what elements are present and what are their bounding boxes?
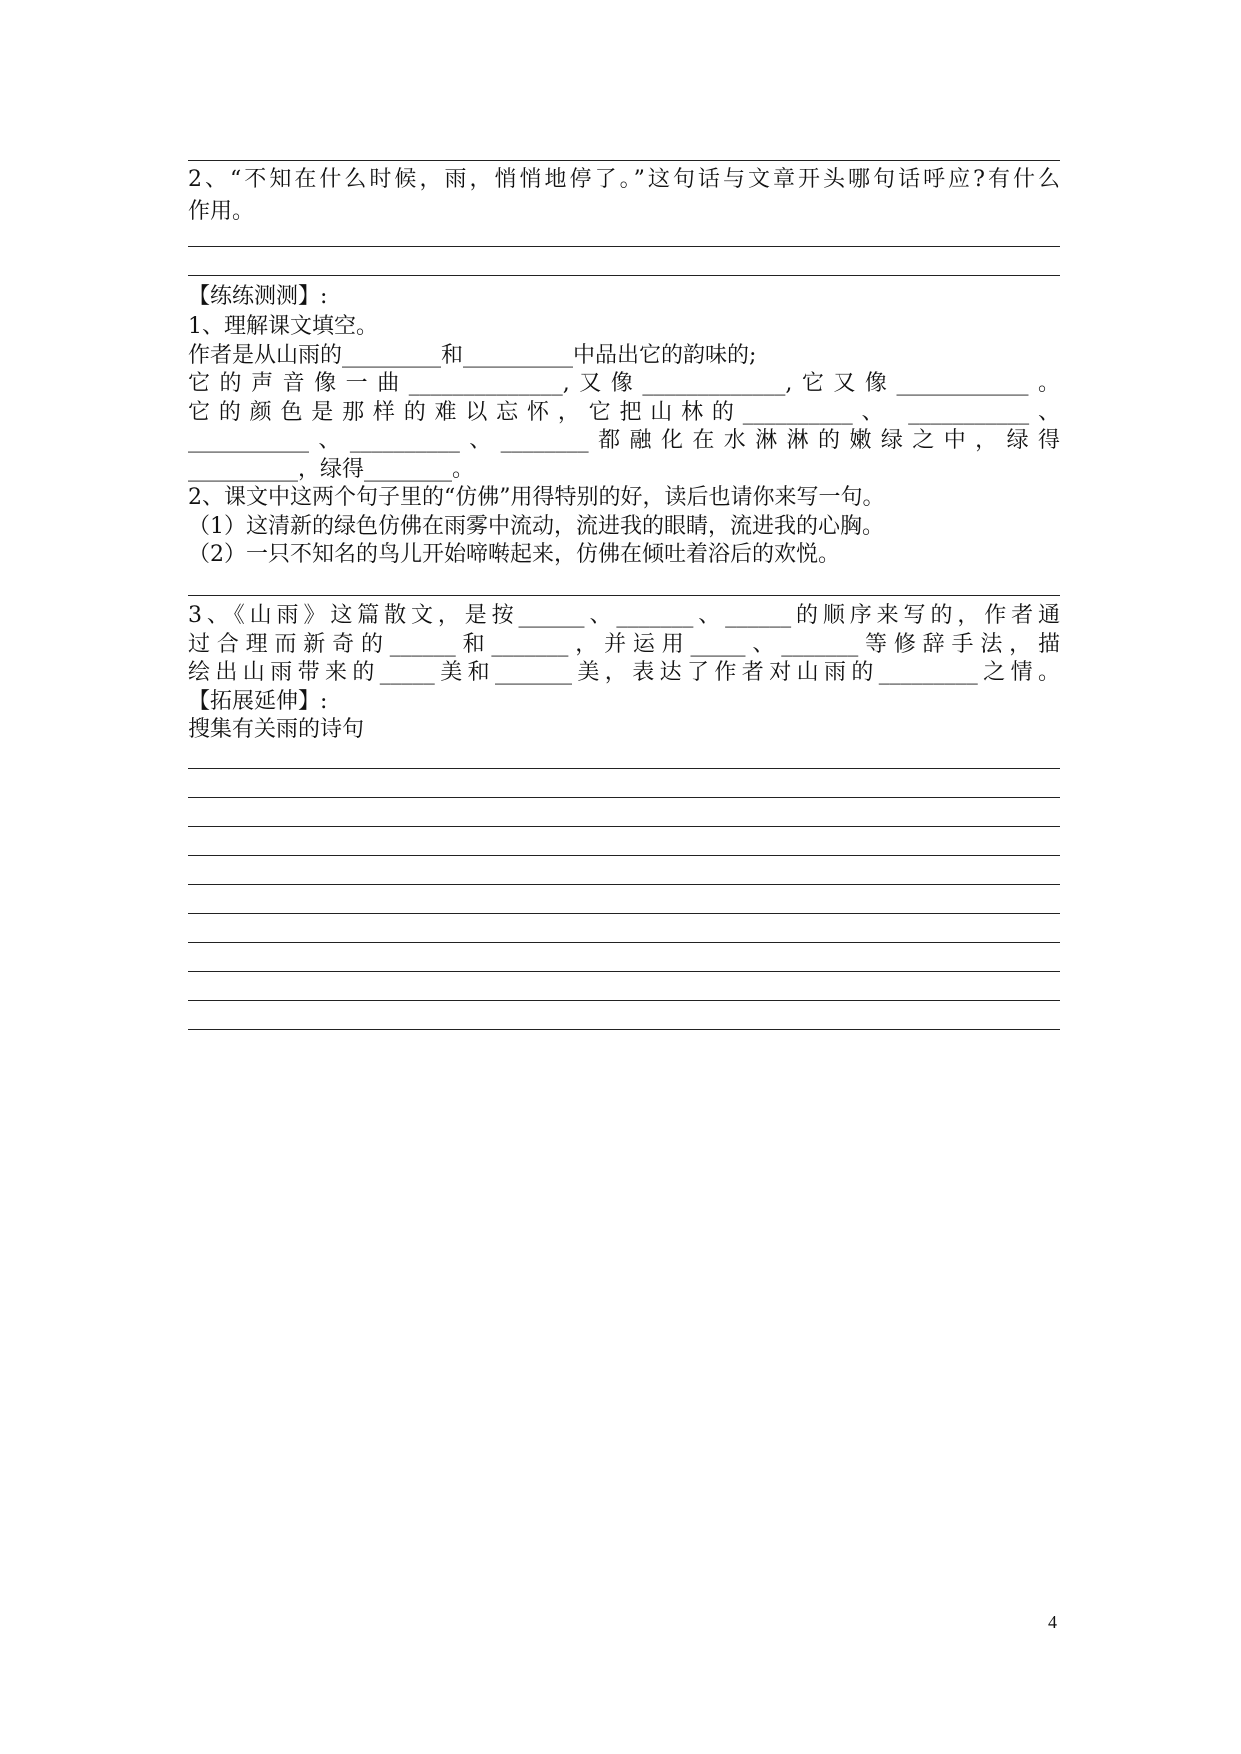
practice-q2-sentence-1: （1）这清新的绿色仿佛在雨雾中流动，流进我的眼睛，流进我的心胸。 [188, 514, 884, 539]
answer-line[interactable] [188, 246, 1060, 247]
answer-line[interactable] [188, 768, 1060, 769]
extension-prompt: 搜集有关雨的诗句 [188, 717, 365, 742]
practice-heading: 【练练测测】: [188, 284, 328, 309]
answer-line[interactable] [188, 275, 1060, 276]
answer-line[interactable] [188, 913, 1060, 914]
practice-q1-line-2: 它的声音像一曲______________,又像_____________,它又像____________。 [188, 371, 1060, 396]
question-2-line-2: 作用。 [188, 199, 255, 224]
practice-q1-line-1: 作者是从山雨的_________和__________中品出它的韵味的; [188, 343, 757, 368]
practice-q3-line-2: 过合理而新奇的______和_______，并运用_____、_______等修辞手法，描 [188, 632, 1060, 657]
answer-line[interactable] [188, 1000, 1060, 1001]
answer-line[interactable] [188, 1029, 1060, 1030]
answer-line[interactable] [188, 797, 1060, 798]
answer-line[interactable] [188, 971, 1060, 972]
practice-q1-title: 1、理解课文填空。 [188, 314, 378, 339]
extension-heading: 【拓展延伸】: [188, 689, 328, 714]
answer-line[interactable] [188, 160, 1060, 161]
practice-q2-title: 2、课文中这两个句子里的“仿佛”用得特别的好，读后也请你来写一句。 [188, 485, 885, 510]
practice-q1-line-4: ___________、__________、________都融化在水淋淋的嫩绿之中，绿得 [188, 428, 1060, 453]
practice-q3-line-1: 3、《山雨》这篇散文，是按______、_______、______的顺序来写的，作者通 [188, 603, 1060, 628]
answer-line[interactable] [188, 855, 1060, 856]
practice-q1-line-5: __________，绿得________。 [188, 457, 475, 482]
practice-q2-sentence-2: （2）一只不知名的鸟儿开始啼啭起来，仿佛在倾吐着浴后的欢悦。 [188, 542, 840, 567]
answer-line[interactable] [188, 884, 1060, 885]
practice-q1-line-3: 它的颜色是那样的难以忘怀，它把山林的__________、 ___________、 [188, 400, 1060, 425]
question-2-line-1: 2、“不知在什么时候，雨，悄悄地停了。”这句话与文章开头哪句话呼应?有什么 [188, 167, 1060, 192]
answer-line[interactable] [188, 595, 1060, 596]
answer-line[interactable] [188, 826, 1060, 827]
practice-q3-line-3: 绘出山雨带来的_____美和_______美，表达了作者对山雨的_________之情。 [188, 660, 1060, 685]
answer-line[interactable] [188, 942, 1060, 943]
page-number: 4 [1048, 1612, 1057, 1632]
